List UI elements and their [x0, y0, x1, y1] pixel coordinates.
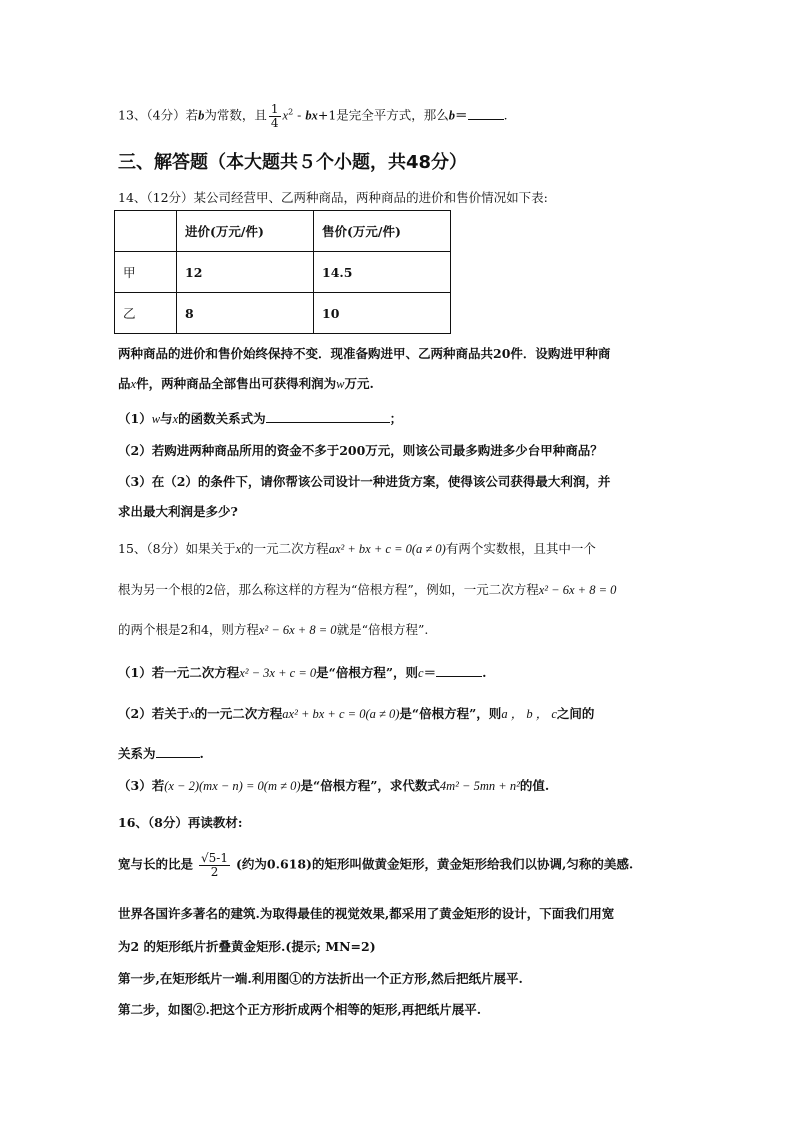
q13-line — [118, 103, 508, 129]
q14-text2 — [118, 376, 374, 392]
q13-frac-den: 4 — [270, 115, 279, 130]
q15-line3 — [118, 622, 428, 638]
q15-l3-eq: x² − 6x + 8 = 0 — [258, 623, 337, 637]
table-cell — [115, 211, 177, 252]
q14-p1-w: w — [151, 412, 161, 426]
q16-frac-den: 2 — [210, 864, 219, 879]
q14-text1: 两种商品的进价和售价始终保持不变．现准备购进甲、乙两种商品共20件．设购进甲种商 — [118, 346, 611, 361]
q14-p1-x: x — [172, 412, 179, 426]
q15-p1-end: . — [482, 665, 487, 680]
q15-l1-x: x — [235, 542, 242, 556]
q15-p2-a: （2）若关于 — [118, 706, 190, 721]
price-table — [114, 210, 451, 334]
q15-p3-expr: 4m² − 5mn + n² — [439, 779, 520, 793]
q15-l1-a: 15、（8分）如果关于 — [118, 541, 236, 556]
q15-p3-c: 的值. — [519, 778, 550, 793]
q14-part3-l1: （3）在（2）的条件下，请你帮该公司设计一种进货方案，使得该公司获得最大利润，并 — [118, 474, 611, 489]
q15-part2 — [118, 706, 594, 722]
q13-end: . — [503, 107, 508, 123]
golden-ratio-fraction — [199, 852, 230, 878]
q14-p1-end: ； — [389, 411, 403, 426]
q16-line5: 第二步，如图②.把这个正方形折成两个相等的矩形,再把纸片展平. — [118, 1002, 482, 1017]
q14-p1-c: 的函数关系式为 — [178, 411, 266, 426]
q14-p1-a: （1） — [118, 411, 152, 426]
q13-expr-plus1: +1 — [317, 107, 337, 123]
q15-p1-answer-blank[interactable] — [436, 664, 482, 677]
table-row — [115, 293, 451, 334]
q14-part1 — [118, 410, 402, 427]
table-cell: 进价(万元/件) — [177, 211, 314, 252]
q14-text2-x: x — [130, 377, 137, 391]
q15-l1-eq: ax² + bx + c = 0(a ≠ 0) — [328, 542, 446, 556]
q13-mid1: 为常数，且 — [204, 107, 267, 123]
q15-p1-a: （1）若一元二次方程 — [118, 665, 240, 680]
q15-p2-answer-blank[interactable] — [156, 745, 200, 758]
section3-title: 三、解答题（本大题共５个小题，共48分） — [118, 152, 468, 173]
q14-part3-l2: 求出最大利润是多少? — [118, 504, 238, 519]
q15-l2-a: 根为另一个根的2倍，那么称这样的方程为“倍根方程”，例如，一元二次方程 — [118, 582, 539, 597]
q15-p2-d: 之间的 — [556, 706, 595, 721]
table-row — [115, 252, 451, 293]
q15-line2 — [118, 582, 616, 598]
q15-p2-eq: ax² + bx + c = 0(a ≠ 0) — [282, 707, 400, 721]
table-cell: 12 — [177, 252, 314, 293]
q13-expr-x: x — [282, 108, 289, 123]
q13-b-var: b — [198, 108, 205, 123]
q15-p2-end: . — [199, 746, 204, 761]
q15-part1 — [118, 664, 486, 681]
q13-expr-bx: bx — [305, 108, 318, 123]
q15-part3 — [118, 778, 549, 794]
q15-l1-b: 的一元二次方程 — [241, 541, 329, 556]
q16-line3: 为2 的矩形纸片折叠黄金矩形.(提示; MN=2) — [118, 939, 376, 954]
q14-p1-answer-blank[interactable] — [266, 410, 390, 423]
q15-p1-b: 是“倍根方程”，则 — [316, 665, 419, 680]
q13-fraction — [269, 103, 281, 129]
q15-p1-c: c — [418, 666, 424, 680]
q13-mid2: 是完全平方式，那么 — [336, 107, 449, 123]
q16-line2: 世界各国许多著名的建筑.为取得最佳的视觉效果,都采用了黄金矩形的设计，下面我们用宽 — [118, 906, 615, 921]
table-cell: 14.5 — [314, 252, 451, 293]
q16-title: 16、（8分）再读教材: — [118, 815, 243, 830]
q14-text2-b: 件，两种商品全部售出可获得利润为 — [136, 376, 337, 391]
q16-line1 — [118, 852, 633, 878]
q15-l3-a: 的两个根是2和4，则方程 — [118, 622, 259, 637]
q16-l1-b: (约为0.618)的矩形叫做黄金矩形，黄金矩形给我们以协调,匀称的美感. — [236, 856, 634, 872]
table-cell: 10 — [314, 293, 451, 334]
q13-answer-blank[interactable] — [468, 107, 504, 120]
q15-l1-c: 有两个实数根，且其中一个 — [445, 541, 596, 556]
q16-l1-a: 宽与长的比是 — [118, 856, 194, 872]
q13-eq-sign: ＝ — [455, 107, 468, 123]
q15-p1-d: ＝ — [423, 665, 437, 680]
table-header-row — [115, 211, 451, 252]
table-cell: 甲 — [115, 252, 177, 293]
q15-p2-c: 是“倍根方程”，则 — [399, 706, 502, 721]
q14-intro: 14、（12分）某公司经营甲、乙两种商品，两种商品的进价和售价情况如下表: — [118, 190, 548, 205]
q13-prefix: 13、（4分）若 — [118, 107, 199, 123]
q15-p1-eq: x² − 3x + c = 0 — [239, 666, 317, 680]
q16-frac-num: √5-1 — [201, 851, 228, 865]
q14-text2-c: 万元. — [344, 376, 374, 391]
q13-b-eq: b — [448, 108, 456, 123]
table-cell: 售价(万元/件) — [314, 211, 451, 252]
table-cell: 乙 — [115, 293, 177, 334]
q15-l3-b: 就是“倍根方程”. — [336, 622, 429, 637]
q13-expr-minus: - — [293, 107, 306, 123]
q15-l2-eq: x² − 6x + 8 = 0 — [538, 583, 617, 597]
q13-expr-exp: 2 — [288, 107, 294, 117]
q16-line4: 第一步,在矩形纸片一端.利用图①的方法折出一个正方形,然后把纸片展平. — [118, 971, 523, 986]
q15-part2-l2 — [118, 745, 204, 761]
table-cell: 8 — [177, 293, 314, 334]
q15-line1 — [118, 541, 596, 557]
q13-frac-num: 1 — [270, 102, 279, 116]
q15-p2-vars: a ， b ， c — [501, 707, 557, 721]
q14-text2-a: 品 — [118, 376, 131, 391]
q15-p2-x: x — [189, 707, 195, 721]
q14-text2-w: w — [336, 377, 345, 391]
q15-p3-a: （3）若 — [118, 778, 165, 793]
q14-part2: （2）若购进两种商品所用的资金不多于200万元，则该公司最多购进多少台甲种商品？ — [118, 443, 603, 458]
q15-p2-b: 的一元二次方程 — [194, 706, 283, 721]
q15-p3-b: 是“倍根方程”，求代数式 — [300, 778, 440, 793]
q15-p2-l2: 关系为 — [118, 746, 156, 761]
q14-p1-b: 与 — [160, 411, 173, 426]
q15-p3-eq: (x − 2)(mx − n) = 0(m ≠ 0) — [164, 779, 301, 793]
